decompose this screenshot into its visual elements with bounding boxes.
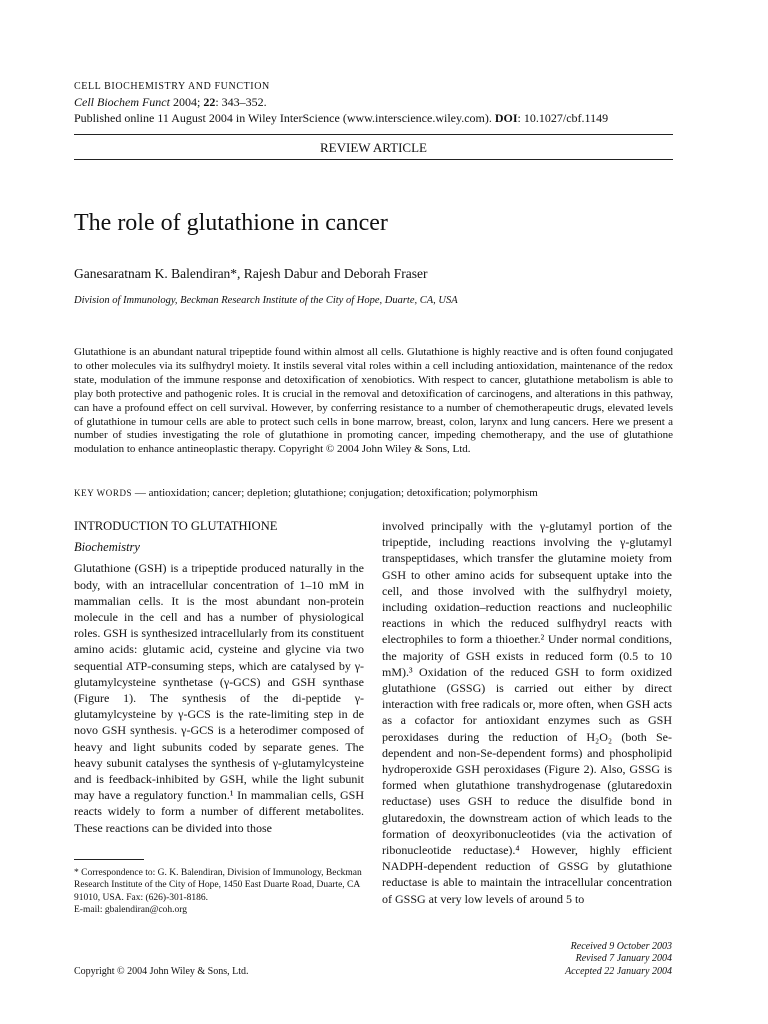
publication-line (74, 111, 608, 126)
revised-date: Revised 7 January 2004 (575, 953, 672, 965)
abstract: Glutathione is an abundant natural tripeptide found within almost all cells. Glutathione is highly reactive and is often found conjugated to other molecules via its sulfhydryl moiety. It instils several vital roles within a cell including antioxidation, maintenance of the redox state, modulation of the immune response and detoxification of xenobiotics. With respect to cancer, glutathione metabolism is able to play both protective and pathogenic roles. It is crucial in the removal and detoxification of carcinogens, and alterations in this pathway, can have a profound effect on cell survival. However, by conferring resistance to a number of chemotherapeutic drugs, elevated levels of glutathione in tumour cells are able to protect such cells in bone marrow, breast, colon, larynx and lung cancers. Here we present a number of studies investigating the role of glutathione in promoting cancer, impeding chemotherapy, and the use of glutathione modulation to enhance antineoplastic therapy. Copyright © 2004 John Wiley & Sons, Ltd. (74, 346, 673, 456)
citation-volume: 22 (203, 95, 216, 109)
body-paragraph-left: Glutathione (GSH) is a tripeptide produced naturally in the body, with an intracellular concentration of 1–10 mM in mammalian cells. It is the most abundant non-protein molecule in the cell and has a number of physiological roles. GSH is synthesized intracellularly from its constituent amino acids: glutamic acid, cysteine and glycine via two sequential ATP-consuming steps, which are catalysed by γ-glutamylcysteine synthetase (γ-GCS) and GSH synthase (Figure 1). The synthesis of the di-peptide γ-glutamylcysteine by γ-GCS is the rate-limiting step in de novo GSH synthesis. γ-GCS is a heterodimer composed of heavy and light subunits coded by separate genes. The heavy subunit catalyses the synthesis of γ-glutamylcysteine and is feedback-inhibited by GSH, while the light subunit may have a regulatory function.¹ In mammalian cells, GSH reacts widely to form a number of different metabolites. These reactions can be divided into those (74, 561, 364, 835)
citation-year: 2004; (172, 95, 201, 109)
header-rule-bottom (74, 159, 673, 160)
right-column (382, 518, 672, 907)
keywords-list: — antioxidation; cancer; depletion; glutathione; conjugation; detoxification; polymorphism (132, 487, 538, 499)
correspondence-text: * Correspondence to: G. K. Balendiran, Division of Immunology, Beckman Research Institute of the City of Hope, 1450 East Duarte Road, Duarte, CA 91010, USA. Fax: (626)-301-8186. (74, 868, 362, 903)
author-list: Ganesaratnam K. Balendiran*, Rajesh Dabur and Deborah Fraser (74, 266, 428, 281)
correspondence-email: E-mail: gbalendiran@coh.org (74, 904, 188, 915)
citation-journal: Cell Biochem Funct (74, 95, 170, 109)
section-heading: INTRODUCTION TO GLUTATHIONE (74, 519, 278, 533)
footer-copyright: Copyright © 2004 John Wiley & Sons, Ltd. (74, 966, 249, 977)
header-rule-top (74, 134, 673, 135)
keywords-label: KEY WORDS (74, 488, 133, 498)
footnote-rule (74, 859, 144, 860)
affiliation: Division of Immunology, Beckman Research Institute of the City of Hope, Duarte, CA, USA (74, 295, 458, 306)
article-type: REVIEW ARTICLE (320, 140, 427, 155)
subsection-heading: Biochemistry (74, 540, 140, 555)
doi-label: DOI (494, 111, 518, 125)
correspondence-footnote (74, 867, 364, 916)
received-date: Received 9 October 2003 (570, 941, 672, 952)
citation-line (74, 95, 267, 110)
article-dates (565, 941, 672, 978)
citation-pages: : 343–352. (215, 95, 267, 109)
body-paragraph-right: involved principally with the γ-glutamyl portion of the tripeptide, including reactions involving the γ-glutamyl transpeptidases, which transfer the glutamine moiety from GSH to other amino acids for subsequent uptake into the cell, and those involved with the sulfhydryl moiety, including oxidation–reduction reactions and nucleophilic reactions in which the reduced sulfhydryl reacts with electrophiles to form a thioether.² Under normal conditions, the majority of GSH exists in reduced form (0.5 to 10 mM).³ Oxidation of the reduced GSH to form oxidized glutathione (GSSG) is carried out either by direct interaction with free radicals or, more often, when GSH acts as a cofactor for antioxidant enzymes such as GSH peroxidases during the reduction of H₂O₂ (both Se-dependent and non-Se-dependent forms) and phospholipid hydroperoxide GSH peroxidases (Figure 2). Also, GSSG is formed when glutathione transhydrogenase (glutaredoxin reductase) uses GSH to reduce the disulfide bond in glutaredoxin, the downstream action of which leads to the formation of deoxyribonucleotides (via the activation of ribonucleotide reductase).⁴ However, highly efficient NADPH-dependent reduction of GSSG by glutathione reductase is able to maintain the intracellular concentration of GSSG at very low levels of around 5 to (382, 519, 672, 906)
accepted-date: Accepted 22 January 2004 (565, 965, 672, 977)
doi-value: : 10.1027/cbf.1149 (517, 111, 609, 125)
publication-info: Published online 11 August 2004 in Wiley InterScience (www.interscience.wiley.com). (74, 111, 492, 125)
article-title: The role of glutathione in cancer (74, 210, 388, 236)
left-column (74, 518, 364, 836)
keywords-line (74, 487, 538, 499)
journal-name: CELL BIOCHEMISTRY AND FUNCTION (74, 81, 270, 92)
